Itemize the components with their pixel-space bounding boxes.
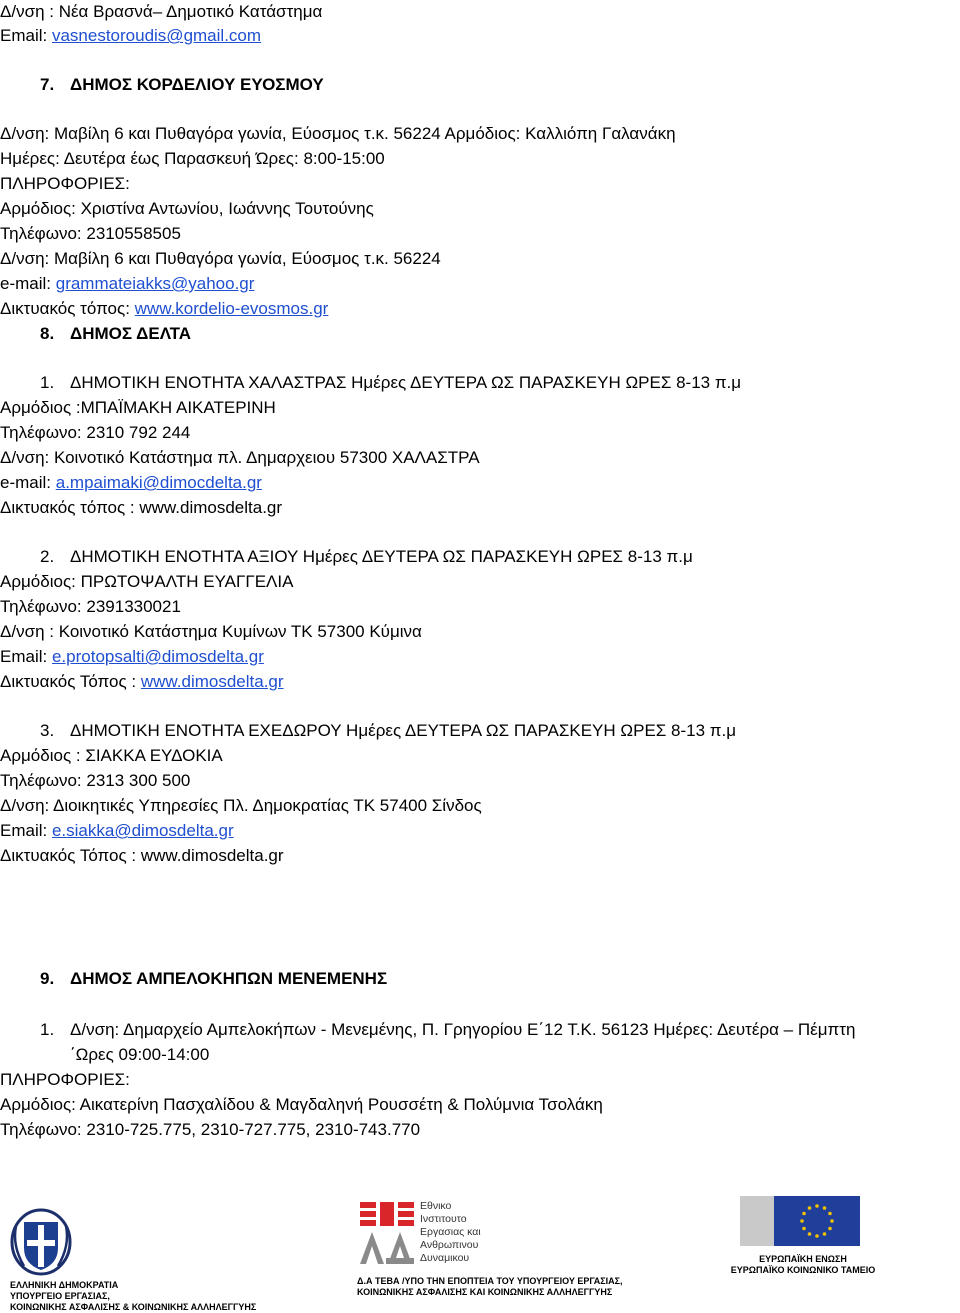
unit-person: Αρμόδιος :ΜΠΑΪΜΑΚΗ ΑΙΚΑΤΕΡΙΝΗ [0,398,276,417]
section-heading-7: 7. ΔΗΜΟΣ ΚΟΡΔΕΛΙΟΥ ΕΥΟΣΜΟΥ [40,75,324,94]
website-text: www.dimosdelta.gr [140,846,284,865]
unit-title: 2. ΔΗΜΟΤΙΚΗ ΕΝΟΤΗΤΑ ΑΞΙΟΥ Ημέρες ΔΕΥΤΕΡΑ ΩΣ ΠΑΡΑΣΚΕΥΗ ΩΡΕΣ 8-13 π.μ [40,547,693,566]
eu-star [802,1212,806,1216]
website-line: Δικτυακός Τόπος : www.dimosdelta.gr [0,846,284,865]
eiead-logo-icon [358,1200,416,1268]
section-7-line: Τηλέφωνο: 2310558505 [0,224,181,243]
email-link[interactable]: e.protopsalti@dimosdelta.gr [51,647,264,666]
website-text: www.dimosdelta.gr [139,498,283,517]
address-line: Δ/νση : Νέα Βρασνά– Δημοτικό Κατάστημα [0,2,323,21]
unit-person: Αρμόδιος: Αικατερίνη Πασχαλίδου & Μαγδαληνή Ρουσσέτη & Πολύμνια Τσολάκη [0,1095,603,1114]
list-item: 1. Δ/νση: Δημαρχείο Αμπελοκήπων - Μενεμένης, Π. Γρηγορίου Ε΄12 Τ.Κ. 56123 Ημέρες: Δευτέρα – Πέμπτη [40,1020,856,1039]
eiead-caption: Δ.Α ΤΕΒΑ /ΥΠΟ ΤΗΝ ΕΠΟΠΤΕΙΑ ΤΟΥ ΥΠΟΥΡΓΕΙΟΥ ΕΡΓΑΣΙΑΣ, ΚΟΙΝΩΝΙΚΗΣ ΑΣΦΑΛΙΣΗΣ ΚΑΙ ΚΟΙΝΩΝΙΚΗΣ ΑΛΛΗΛΕΓΓΥΗΣ [357,1276,623,1297]
eu-star [800,1219,804,1223]
unit-phone: Τηλέφωνο: 2391330021 [0,597,181,616]
section-7-line: ΠΛΗΡΟΦΟΡΙΕΣ: [0,174,130,193]
email-line: e-mail: grammateiakks@yahoo.gr [0,274,255,293]
section-7-line: Δ/νση: Μαβίλη 6 και Πυθαγόρα γωνία, Εύοσμος τ.κ. 56224 [0,249,441,268]
eu-star [823,1206,827,1210]
eu-star [815,1204,819,1208]
eu-star [828,1227,832,1231]
eu-star [823,1232,827,1236]
email-link[interactable]: e.siakka@dimosdelta.gr [51,821,234,840]
email-line: Email: vasnestoroudis@gmail.com [0,26,262,45]
footer-logos [0,1196,960,1312]
greece-caption: ΕΛΛΗΝΙΚΗ ΔΗΜΟΚΡΑΤΙΑ ΥΠΟΥΡΓΕΙΟ ΕΡΓΑΣΙΑΣ, ΚΟΙΝΩΝΙΚΗΣ ΑΣΦΑΛΙΣΗΣ & ΚΟΙΝΩΝΙΚΗΣ ΑΛΛΗΛΕΓΓΥΗΣ [10,1280,257,1312]
institute-name: Εθνικο Ινστιτουτο Εργασιας και Ανθρωπινου Δυναμικου [420,1200,481,1264]
section-heading-9: 9. ΔΗΜΟΣ ΑΜΠΕΛΟΚΗΠΩΝ ΜΕΝΕΜΕΝΗΣ [40,969,388,988]
unit-address: Δ/νση: Διοικητικές Υπηρεσίες Πλ. Δημοκρατίας ΤΚ 57400 Σίνδος [0,796,482,815]
section-7-line: Ημέρες: Δευτέρα έως Παρασκευή Ώρες: 8:00-15:00 [0,149,385,168]
eu-star [808,1232,812,1236]
greek-coat-of-arms-icon [10,1206,72,1276]
website-line: Δικτυακός τόπος: www.kordelio-evosmos.gr [0,299,329,318]
unit-phone: Τηλέφωνο: 2313 300 500 [0,771,191,790]
unit-title: 3. ΔΗΜΟΤΙΚΗ ΕΝΟΤΗΤΑ ΕΧΕΔΩΡΟΥ Ημέρες ΔΕΥΤΕΡΑ ΩΣ ΠΑΡΑΣΚΕΥΗ ΩΡΕΣ 8-13 π.μ [40,721,737,740]
unit-person: Αρμόδιος: ΠΡΩΤΟΨΑΛΤΗ ΕΥΑΓΓΕΛΙΑ [0,572,294,591]
list-item-hours: ΄Ωρες 09:00-14:00 [70,1045,210,1064]
unit-address: Δ/νση: Κοινοτικό Κατάστημα πλ. Δημαρχειου 57300 ΧΑΛΑΣΤΡΑ [0,448,480,467]
email-link[interactable]: grammateiakks@yahoo.gr [55,274,255,293]
eu-star [815,1234,819,1238]
email-line: Email: e.protopsalti@dimosdelta.gr [0,647,264,666]
eu-caption: ΕΥΡΩΠΑΪΚΗ ΕΝΩΣΗ ΕΥΡΩΠΑΪΚΟ ΚΟΙΝΩΝΙΚΟ ΤΑΜΕΙΟ [730,1254,876,1275]
unit-title: 1. ΔΗΜΟΤΙΚΗ ΕΝΟΤΗΤΑ ΧΑΛΑΣΤΡΑΣ Ημέρες ΔΕΥΤΕΡΑ ΩΣ ΠΑΡΑΣΚΕΥΗ ΩΡΕΣ 8-13 π.μ [40,373,742,392]
section-heading-8: 8. ΔΗΜΟΣ ΔΕΛΤΑ [40,324,192,343]
section-7-line: Αρμόδιος: Χριστίνα Αντωνίου, Ιωάννης Τουτούνης [0,199,374,218]
email-line: e-mail: a.mpaimaki@dimocdelta.gr [0,473,262,492]
eu-star [802,1227,806,1231]
website-link[interactable]: www.kordelio-evosmos.gr [134,299,329,318]
unit-address: Δ/νση : Κοινοτικό Κατάστημα Κυμίνων ΤΚ 57300 Κύμινα [0,622,422,641]
website-line: Δικτυακός τόπος : www.dimosdelta.gr [0,498,283,517]
unit-person: Αρμόδιος : ΣΙΑΚΚΑ ΕΥΔΟΚΙΑ [0,746,223,765]
website-line: Δικτυακός Τόπος : www.dimosdelta.gr [0,672,284,691]
eu-star [808,1206,812,1210]
eu-star [830,1219,834,1223]
eu-flag-icon [740,1196,860,1246]
unit-phone: Τηλέφωνο: 2310 792 244 [0,423,191,442]
email-link[interactable]: vasnestoroudis@gmail.com [51,26,262,45]
email-line: Email: e.siakka@dimosdelta.gr [0,821,234,840]
info-label: ΠΛΗΡΟΦΟΡΙΕΣ: [0,1070,130,1089]
website-link[interactable]: www.dimosdelta.gr [140,672,284,691]
section-7-line: Δ/νση: Μαβίλη 6 και Πυθαγόρα γωνία, Εύοσμος τ.κ. 56224 Αρμόδιος: Καλλιόπη Γαλανάκη [0,124,676,143]
unit-phone: Τηλέφωνο: 2310-725.775, 2310-727.775, 2310-743.770 [0,1120,421,1139]
email-link[interactable]: a.mpaimaki@dimocdelta.gr [55,473,262,492]
eu-star [828,1212,832,1216]
